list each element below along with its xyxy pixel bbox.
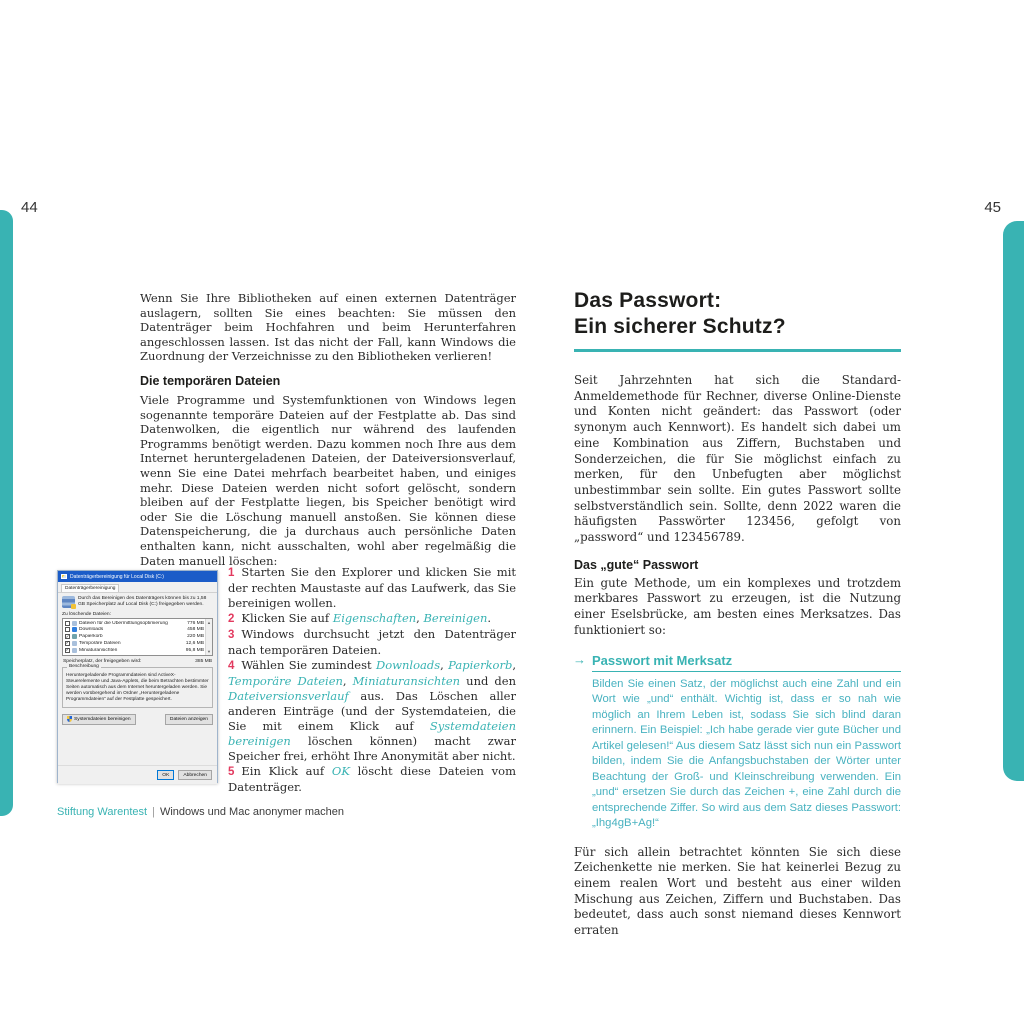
inline-link-term: Temporäre Dateien bbox=[228, 674, 343, 688]
file-label: Miniaturansichten bbox=[79, 648, 118, 654]
space-freed-label: Speicherplatz, der freigegeben wird: bbox=[63, 658, 142, 664]
step-number: 4 bbox=[228, 660, 235, 672]
uac-shield-icon bbox=[67, 716, 72, 722]
chapter-title bbox=[574, 288, 901, 340]
file-checkbox[interactable] bbox=[65, 621, 70, 626]
heading-good-password: Das „gute“ Passwort bbox=[574, 557, 699, 572]
inline-link-term: Dateiversionsverlauf bbox=[228, 689, 349, 703]
file-label: Downloads bbox=[79, 627, 104, 633]
inline-link-term: OK bbox=[331, 764, 350, 778]
left-page-column bbox=[140, 291, 516, 568]
inline-link-term: Miniaturansichten bbox=[352, 674, 461, 688]
intro-paragraph: Wenn Sie Ihre Bibliotheken auf einen externen Datenträger auslagern, sollten Sie eines beachten: Sie müssen den Datenträger beim Hochfahren und beim Herunterfahren angeschlossen lassen. Ist das nicht der Fall, kann Windows die Zuordnung der Verzeichnisse zu den Bibliotheken verlieren! bbox=[140, 291, 516, 364]
file-label: Dateien für die Übermittlungsoptimierung bbox=[79, 620, 168, 626]
files-listbox[interactable] bbox=[62, 618, 213, 656]
step-number: 2 bbox=[228, 613, 235, 625]
recycle-icon bbox=[72, 634, 77, 639]
closing-paragraph: Für sich allein betrachtet könnten Sie sich diese Zeichenkette nie merken. Sie hat keinerlei Bezug zu einem realen Wort und besteht aus einer wilden Mischung aus Zeichen, Ziffern und Buchstaben. Das bedeutet, dass auch sonst niemand dieses Kennwort erraten bbox=[574, 844, 901, 938]
inline-link-term: Downloads bbox=[376, 658, 441, 672]
file-checkbox[interactable] bbox=[65, 627, 70, 632]
left-page-edge-tab bbox=[0, 210, 13, 816]
step-item: 1 Starten Sie den Explorer und klicken Sie mit der rechten Maustaste auf das Laufwerk, das Sie bereinigen wollen. bbox=[228, 565, 516, 610]
tip-heading: Passwort mit Merksatz bbox=[592, 653, 901, 672]
inline-link-term: Bereinigen bbox=[423, 611, 488, 625]
file-row[interactable] bbox=[65, 633, 204, 640]
file-row[interactable] bbox=[65, 626, 204, 633]
dialog-title: Datenträgerbereinigung für Local Disk (C:) bbox=[70, 573, 164, 580]
right-page-edge-tab bbox=[1003, 221, 1024, 781]
page-number-left: 44 bbox=[21, 199, 38, 216]
tab-datentraegerbereinigung[interactable]: Datenträgerbereinigung bbox=[61, 584, 119, 592]
disk-cleanup-dialog bbox=[57, 570, 218, 783]
dialog-body bbox=[58, 593, 217, 784]
description-label: Beschreibung bbox=[69, 664, 99, 670]
disk-cleanup-app-icon bbox=[61, 574, 67, 579]
chapter-title-line2: Ein sicherer Schutz? bbox=[574, 315, 786, 338]
footer-brand: Stiftung Warentest bbox=[57, 806, 148, 818]
listbox-scrollbar[interactable] bbox=[205, 619, 212, 655]
temporary-files-paragraph: Viele Programme und Systemfunktionen von Windows legen sogenannte temporäre Dateien auf der Festplatte ab. Das sind Datenwolken, die eigentlich nur während des laufenden Programms benötigt werden. Dazu kommen noch Ihre aus dem Internet heruntergeladenen Dateien, der Dateiversionsverlauf, wenn Sie eine Datei mehrfach bearbeitet haben, und einiges mehr. Diese Dateien werden nicht sofort gelöscht, sondern bleiben auf der Festplatte liegen, bis Speicher benötigt wird oder Sie die Löschung manuell anstoßen. Sie können diese Datenspeicherung, die ja durchaus auch persönliche Daten enthalten kann, nicht ausschalten, wohl aber regelmäßig die Daten manuell löschen: bbox=[140, 392, 516, 568]
step-item: 3 Windows durchsucht jetzt den Datenträger nach temporären Dateien. bbox=[228, 627, 516, 657]
heading-temporary-files: Die temporären Dateien bbox=[140, 373, 281, 388]
right-page-column bbox=[574, 288, 901, 939]
footer-separator: | bbox=[152, 806, 155, 818]
cancel-button[interactable]: Abbrechen bbox=[178, 770, 212, 780]
dialog-tabstrip bbox=[58, 582, 217, 593]
inline-link-term: Systemdateien bereinigen bbox=[228, 719, 516, 748]
file-label: Papierkorb bbox=[79, 634, 103, 640]
step-number: 5 bbox=[228, 766, 235, 778]
password-intro-paragraph: Seit Jahrzehnten hat sich die Standard-Anmeldemethode für Rechner, diverse Online-Dienste und Konten nicht geändert: das Passwort (oder synonym auch Kennwort). Es handelt sich dabei um eine Kombination aus Ziffern, Buchstaben und Sonderzeichen, die für Sie möglichst einfach zu merken, für den Unbefugten aber möglichst unbestimmbar sein sollte. Ein gutes Passwort sollte selbstverständlich sein. Sollte, denn 2022 waren die häufigsten Passwörter 123456, gefolgt von „password“ und 123456789. bbox=[574, 373, 901, 545]
chapter-title-line1: Das Passwort: bbox=[574, 289, 722, 312]
step-item: 5 Ein Klick auf OK löscht diese Dateien vom Datenträger. bbox=[228, 764, 516, 794]
page-number-right: 45 bbox=[984, 199, 1001, 216]
scroll-up-icon[interactable]: ▲ bbox=[207, 619, 211, 625]
dialog-footer bbox=[58, 765, 217, 784]
show-files-button[interactable]: Dateien anzeigen bbox=[165, 714, 213, 725]
space-freed-value: 385 MB bbox=[195, 658, 212, 664]
files-rows bbox=[65, 620, 204, 654]
description-text: Heruntergeladende Programmdateien sind ActiveX-Steuerelemente und Java-Applets, die beim Betrachten bestimmter Seiten automatisch aus dem Internet heruntergeladen werden. Sie werden vorübergehend im Ordner „Heruntergeladene Programmdateien“ auf der Festplatte gespeichert. bbox=[66, 672, 209, 703]
file-size: 776 MB bbox=[187, 620, 204, 626]
file-label: Temporäre Dateien bbox=[79, 641, 121, 647]
tip-arrow-icon: → bbox=[573, 651, 586, 667]
step-item: 4 Wählen Sie zumindest Downloads, Papierkorb, Temporäre Dateien, Miniaturansichten und den Dateiversionsverlauf aus. Das Löschen aller anderen Einträge (und der Systemdateien, die Sie mit einem Klick auf Systemdateien bereinigen löschen können) macht zwar Speicher frei, erhöht Ihre Anonymität aber nicht. bbox=[228, 658, 516, 763]
scroll-down-icon[interactable]: ▼ bbox=[207, 648, 211, 654]
good-password-paragraph: Ein gute Methode, um ein komplexes und trotzdem merkbares Passwort zu erzeugen, ist die Nutzung einer Eselsbrücke, am besten eines Merksatzes. Das funktioniert so: bbox=[574, 575, 901, 637]
files-to-delete-label: Zu löschende Dateien: bbox=[62, 611, 111, 617]
tip-body-text: Bilden Sie einen Satz, der möglichst auch eine Zahl und ein Wort wie „und“ enthält. Wichtig ist, dass er so nah wie möglich an Ihrem Leben ist, sodass Sie sich blind daran erinnern. Ein Beispiel: „Ich habe gerade vier gute Bücher und Artikel gelesen!“ Aus diesem Satz lässt sich nun ein Passwort bilden, indem Sie die Anfangsbuchstaben der Wörter unter Beachtung der Groß- und Kleinschreibung verwenden. Ein „und“ ersetzen Sie durch das Zeichen +, eine Zahl durch die entsprechende Ziffer. So wird aus dem Satz dieses Passwort: „Ihg4gB+Ag!“ bbox=[592, 677, 901, 830]
file-checkbox[interactable]: ✓ bbox=[65, 640, 70, 646]
page-footer bbox=[57, 806, 344, 818]
file-row[interactable] bbox=[65, 647, 204, 654]
footer-book-title: Windows und Mac anonymer machen bbox=[159, 806, 344, 818]
description-groupbox bbox=[62, 664, 213, 708]
clean-system-files-button[interactable]: Systemdateien bereinigen bbox=[62, 714, 136, 725]
tip-box bbox=[573, 651, 901, 832]
download-icon bbox=[72, 627, 77, 632]
file-icon bbox=[72, 621, 77, 626]
file-size: 12,6 MB bbox=[185, 641, 204, 647]
step-number: 3 bbox=[228, 629, 235, 641]
steps-list bbox=[228, 565, 516, 795]
disk-cleanup-icon bbox=[62, 596, 75, 608]
file-size: 95,8 MB bbox=[185, 648, 204, 654]
dialog-intro-text: Durch das Bereinigen des Datenträgers können bis zu 1,58 GB Speicherplatz auf Local Disk (C:) freigegeben werden. bbox=[78, 596, 207, 608]
file-icon bbox=[72, 648, 77, 653]
file-checkbox[interactable]: ✓ bbox=[65, 633, 70, 639]
file-size: 220 MB bbox=[187, 634, 204, 640]
inline-link-term: Eigenschaften bbox=[332, 611, 417, 625]
file-icon bbox=[72, 641, 77, 646]
title-rule bbox=[574, 349, 901, 352]
file-checkbox[interactable]: ✓ bbox=[65, 647, 70, 653]
ok-button[interactable]: OK bbox=[157, 770, 174, 780]
file-row[interactable] bbox=[65, 640, 204, 647]
step-number: 1 bbox=[228, 567, 235, 579]
inline-link-term: Papierkorb bbox=[448, 658, 513, 672]
dialog-titlebar bbox=[58, 571, 217, 582]
file-row[interactable] bbox=[65, 620, 204, 627]
file-size: 458 MB bbox=[187, 627, 204, 633]
step-item: 2 Klicken Sie auf Eigenschaften, Bereinigen. bbox=[228, 611, 492, 625]
